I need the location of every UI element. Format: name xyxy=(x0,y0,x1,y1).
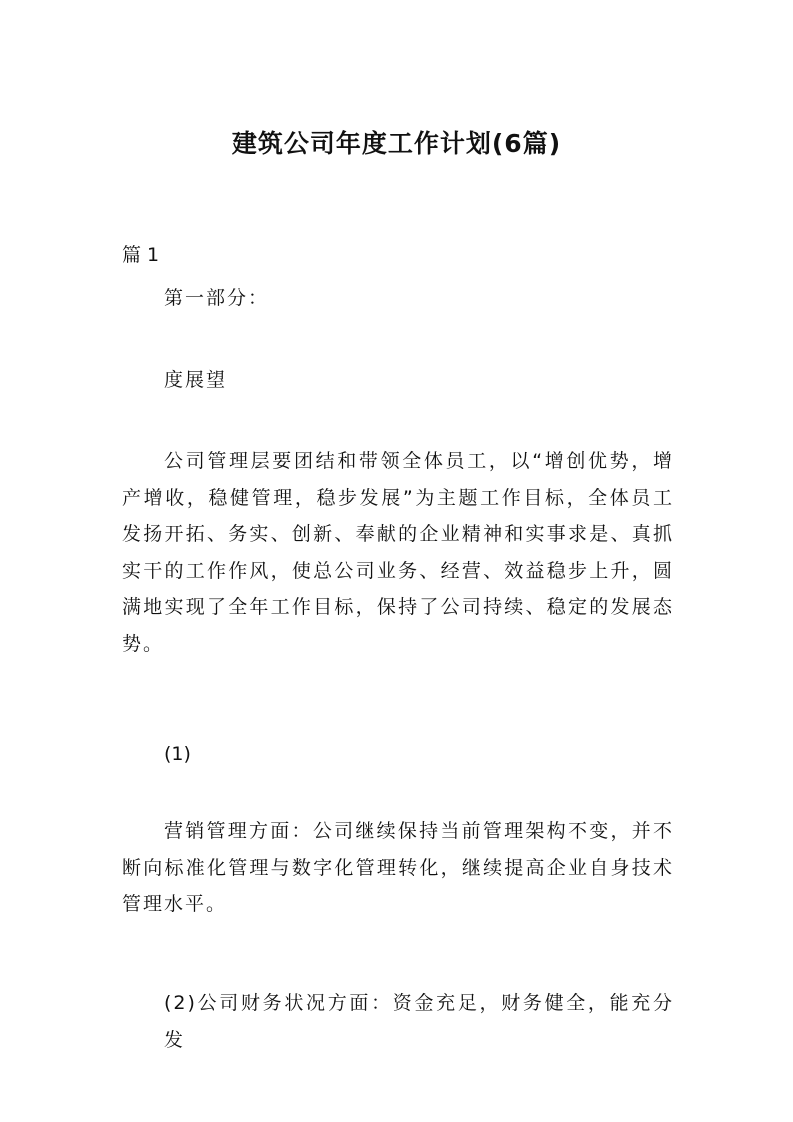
paragraph-part-heading: 第一部分： xyxy=(164,287,270,309)
paragraph-finance-status: (2)公司财务状况方面：资金充足，财务健全，能充分发 xyxy=(164,992,674,1051)
paragraph-outlook-heading: 度展望 xyxy=(164,369,228,391)
paragraph-item-1-label: (1) xyxy=(164,743,191,765)
paragraph-management-goals: 公司管理层要团结和带领全体员工，以“增创优势，增产增收，稳健管理，稳步发展”为主题工作目标，全体员工发扬开拓、务实、创新、奉献的企业精神和实事求是、真抓实干的工作作风，使总公司业务、经营、效益稳步上升，圆满地实现了全年工作目标，保持了公司持续、稳定的发展态势。 xyxy=(122,450,674,655)
document-title: 建筑公司年度工作计划(6篇) xyxy=(231,129,562,158)
paragraph-marketing-management: 营销管理方面：公司继续保持当前管理架构不变，并不断向标准化管理与数字化管理转化，继续提高企业自身技术管理水平。 xyxy=(122,820,674,915)
section-label: 篇 1 xyxy=(122,244,160,266)
